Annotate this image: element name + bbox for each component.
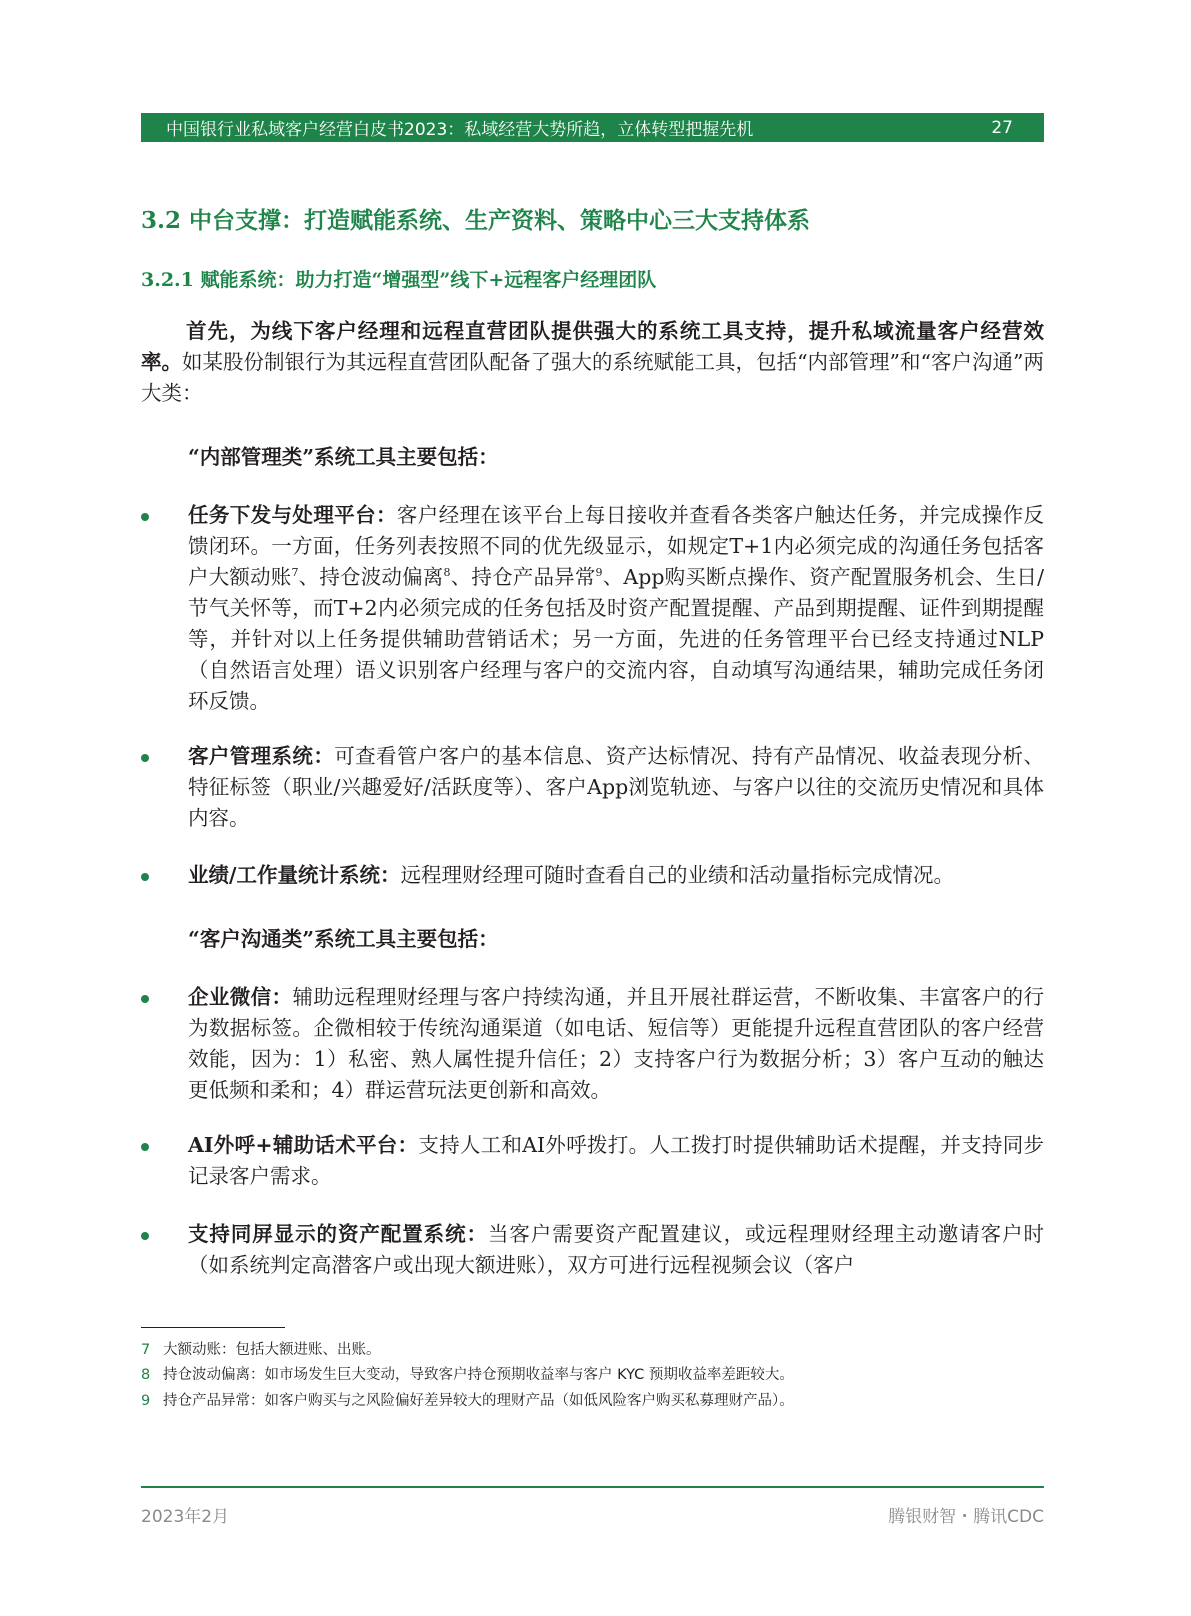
footnote-ref: 7 [291, 566, 299, 580]
list-item [141, 982, 1044, 1106]
footnote [141, 1389, 794, 1410]
bullet-icon [141, 873, 149, 881]
communication-group-title: “客户沟通类”系统工具主要包括： [188, 927, 499, 951]
footer-divider [141, 1486, 1044, 1488]
list-item [141, 500, 1044, 717]
list-item-text [188, 982, 1044, 1106]
footnote [141, 1338, 381, 1359]
footnote-number: 9 [141, 1393, 151, 1409]
footnote-text: 持仓波动偏离：如市场发生巨大变动，导致客户持仓预期收益率与客户 KYC 预期收益率差距较大。 [163, 1367, 794, 1383]
list-item-label: 业绩/工作量统计系统： [188, 863, 401, 887]
list-item [141, 1130, 1044, 1192]
list-item-text [188, 741, 1044, 834]
list-item [141, 860, 1044, 891]
list-item-body: 、App购买断点操作、资产配置服务机会、生日/节气关怀等，而T+2内必须完成的任务包括及时资产配置提醒、产品到期提醒、证件到期提醒等，并针对以上任务提供辅助营销话术；另一方面，先进的任务管理平台已经支持通过NLP（自然语言处理）语义识别客户经理与客户的交流内容，自动填写沟通结果，辅助完成任务闭环反馈。 [188, 565, 1045, 713]
list-item-text [188, 500, 1044, 717]
list-item-label: 企业微信： [188, 985, 293, 1009]
subsection-heading: 3.2.1 赋能系统：助力打造“增强型”线下+远程客户经理团队 [141, 269, 657, 291]
list-item-text [188, 860, 1044, 891]
list-item-label: AI外呼+辅助话术平台： [188, 1133, 419, 1157]
footnote-divider [141, 1327, 285, 1328]
intro-bold: 首先，为线下客户经理和远程直营团队提供强大的系统工具支持，提升私域流量客户经营效率。 [141, 319, 1044, 374]
footnote-number: 7 [141, 1342, 151, 1358]
internal-group-title: “内部管理类”系统工具主要包括： [188, 445, 499, 469]
list-item [141, 1219, 1044, 1281]
intro-text: 如某股份制银行为其远程直营团队配备了强大的系统赋能工具，包括“内部管理”和“客户沟通”两大类： [141, 350, 1045, 405]
footnote-ref: 9 [595, 566, 603, 580]
bullet-icon [141, 995, 149, 1003]
footer-publisher: 腾银财智・腾讯CDC [888, 1507, 1044, 1527]
list-item-body: 可查看管户客户的基本信息、资产达标情况、持有产品情况、收益表现分析、特征标签（职业/兴趣爱好/活跃度等）、客户App浏览轨迹、与客户以往的交流历史情况和具体内容。 [188, 744, 1045, 830]
list-item-body: 客户经理在该平台上每日接收并查看各类客户触达任务，并完成操作反馈闭环。一方面，任务列表按照不同的优先级显示，如规定T+1内必须完成的沟通任务包括客户大额动账 [188, 503, 1044, 589]
footnote-number: 8 [141, 1367, 151, 1383]
list-item-label: 客户管理系统： [188, 744, 335, 768]
list-item-label: 支持同屏显示的资产配置系统： [188, 1222, 488, 1246]
footnote-ref: 8 [443, 566, 451, 580]
footnote-text: 持仓产品异常：如客户购买与之风险偏好差异较大的理财产品（如低风险客户购买私募理财产品）。 [163, 1393, 794, 1409]
header-bar [141, 113, 1044, 142]
list-item-body: 支持人工和AI外呼拨打。人工拨打时提供辅助话术提醒，并支持同步记录客户需求。 [188, 1133, 1044, 1188]
section-heading: 3.2 中台支撑：打造赋能系统、生产资料、策略中心三大支持体系 [141, 207, 811, 234]
list-item-body: 辅助远程理财经理与客户持续沟通，并且开展社群运营，不断收集、丰富客户的行为数据标签。企微相较于传统沟通渠道（如电话、短信等）更能提升远程直营团队的客户经营效能，因为：1）私密、熟人属性提升信任；2）支持客户行为数据分析；3）客户互动的触达更低频和柔和；4）群运营玩法更创新和高效。 [188, 985, 1044, 1102]
footnote [141, 1363, 794, 1384]
list-item-body: 、持仓产品异常 [450, 565, 596, 589]
list-item-text [188, 1130, 1044, 1192]
list-item-text [188, 1219, 1044, 1281]
list-item-body: 当客户需要资产配置建议，或远程理财经理主动邀请客户时（如系统判定高潜客户或出现大额进账），双方可进行远程视频会议（客户 [188, 1222, 1045, 1277]
footnote-text: 大额动账：包括大额进账、出账。 [163, 1342, 381, 1358]
bullet-icon [141, 754, 149, 762]
bullet-icon [141, 513, 149, 521]
list-item-body: 、持仓波动偏离 [298, 565, 444, 589]
footer-date: 2023年2月 [141, 1507, 230, 1527]
list-item [141, 741, 1044, 834]
intro-paragraph [141, 316, 1044, 409]
page-number: 27 [991, 117, 1013, 138]
list-item-body: 远程理财经理可随时查看自己的业绩和活动量指标完成情况。 [400, 863, 954, 887]
document-title: 中国银行业私域客户经营白皮书2023：私域经营大势所趋，立体转型把握先机 [166, 120, 754, 140]
bullet-icon [141, 1143, 149, 1151]
bullet-icon [141, 1232, 149, 1240]
list-item-label: 任务下发与处理平台： [188, 503, 397, 527]
